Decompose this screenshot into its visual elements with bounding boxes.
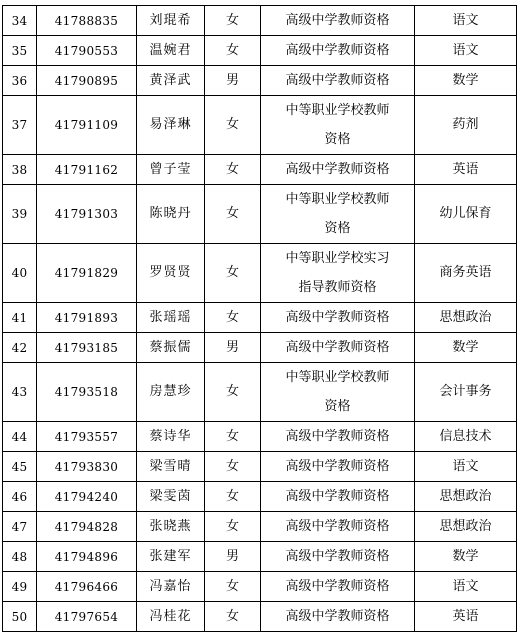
certificate-type-cell	[261, 303, 415, 333]
certificate-id-cell: 41793518	[37, 363, 137, 422]
gender-cell: 女	[205, 303, 261, 333]
certificate-type-line: 高级中学教师资格	[285, 549, 390, 564]
gender-cell: 男	[205, 542, 261, 572]
row-number-cell: 46	[3, 482, 37, 512]
subject-cell: 语文	[415, 452, 517, 482]
certificate-id-cell: 41793185	[37, 333, 137, 363]
row-number-cell: 47	[3, 512, 37, 542]
table-row	[3, 542, 517, 572]
row-number-cell: 38	[3, 155, 37, 185]
gender-cell: 女	[205, 185, 261, 244]
row-number-cell: 44	[3, 422, 37, 452]
certificate-id-cell: 41796466	[37, 572, 137, 602]
subject-cell: 数学	[415, 333, 517, 363]
name-cell: 张建军	[137, 542, 205, 572]
name-cell: 梁雪晴	[137, 452, 205, 482]
subject-cell: 语文	[415, 36, 517, 66]
subject-cell: 思想政治	[415, 512, 517, 542]
certificate-type-cell	[261, 363, 415, 422]
certificate-id-cell: 41788835	[37, 6, 137, 36]
certificate-type-line: 中等职业学校实习	[285, 251, 390, 266]
certificate-type-line: 高级中学教师资格	[285, 609, 390, 624]
row-number-cell: 50	[3, 602, 37, 632]
table-row	[3, 244, 517, 303]
certificate-id-cell: 41794828	[37, 512, 137, 542]
name-cell: 冯嘉怡	[137, 572, 205, 602]
gender-cell: 男	[205, 66, 261, 96]
gender-cell: 女	[205, 6, 261, 36]
table-row	[3, 333, 517, 363]
certificate-type-cell	[261, 244, 415, 303]
name-cell: 曾子莹	[137, 155, 205, 185]
certificate-id-cell: 41791109	[37, 96, 137, 155]
certificate-type-line: 资格	[324, 221, 351, 236]
subject-cell: 商务英语	[415, 244, 517, 303]
subject-cell: 信息技术	[415, 422, 517, 452]
name-cell: 黄泽武	[137, 66, 205, 96]
subject-cell: 思想政治	[415, 482, 517, 512]
certificate-type-line: 高级中学教师资格	[285, 73, 390, 88]
certificate-type-cell	[261, 155, 415, 185]
gender-cell: 女	[205, 482, 261, 512]
gender-cell: 女	[205, 572, 261, 602]
gender-cell: 女	[205, 244, 261, 303]
table-row	[3, 512, 517, 542]
row-number-cell: 35	[3, 36, 37, 66]
table-row	[3, 66, 517, 96]
certificate-id-cell: 41793557	[37, 422, 137, 452]
row-number-cell: 40	[3, 244, 37, 303]
subject-cell: 英语	[415, 602, 517, 632]
certificate-id-cell: 41790553	[37, 36, 137, 66]
name-cell: 冯桂花	[137, 602, 205, 632]
row-number-cell: 48	[3, 542, 37, 572]
name-cell: 房慧珍	[137, 363, 205, 422]
certificate-type-line: 资格	[324, 132, 351, 147]
gender-cell: 女	[205, 155, 261, 185]
certificate-type-cell	[261, 66, 415, 96]
certificate-type-line: 中等职业学校教师	[285, 370, 390, 385]
certificate-type-cell	[261, 512, 415, 542]
certificate-type-line: 高级中学教师资格	[285, 310, 390, 325]
certificate-type-line: 高级中学教师资格	[285, 340, 390, 355]
gender-cell: 女	[205, 602, 261, 632]
certificate-id-cell: 41791303	[37, 185, 137, 244]
certificate-type-line: 高级中学教师资格	[285, 519, 390, 534]
certificate-type-line: 高级中学教师资格	[285, 43, 390, 58]
certificate-type-cell	[261, 36, 415, 66]
table-row	[3, 36, 517, 66]
name-cell: 梁雯茵	[137, 482, 205, 512]
gender-cell: 女	[205, 452, 261, 482]
table-row	[3, 155, 517, 185]
subject-cell: 会计事务	[415, 363, 517, 422]
certificate-type-cell	[261, 452, 415, 482]
table-row	[3, 452, 517, 482]
certificate-type-cell	[261, 542, 415, 572]
certificate-type-cell	[261, 96, 415, 155]
subject-cell: 思想政治	[415, 303, 517, 333]
name-cell: 蔡振儒	[137, 333, 205, 363]
certificate-type-line: 高级中学教师资格	[285, 459, 390, 474]
table-row	[3, 602, 517, 632]
row-number-cell: 34	[3, 6, 37, 36]
name-cell: 蔡诗华	[137, 422, 205, 452]
certificate-id-cell: 41793830	[37, 452, 137, 482]
row-number-cell: 37	[3, 96, 37, 155]
row-number-cell: 36	[3, 66, 37, 96]
name-cell: 陈晓丹	[137, 185, 205, 244]
certificate-type-line: 高级中学教师资格	[285, 489, 390, 504]
gender-cell: 女	[205, 512, 261, 542]
table-row	[3, 572, 517, 602]
certificate-type-line: 高级中学教师资格	[285, 162, 390, 177]
certificate-id-cell: 41791893	[37, 303, 137, 333]
certificate-type-cell	[261, 333, 415, 363]
table-row	[3, 363, 517, 422]
subject-cell: 语文	[415, 572, 517, 602]
subject-cell: 幼儿保育	[415, 185, 517, 244]
row-number-cell: 45	[3, 452, 37, 482]
name-cell: 易泽琳	[137, 96, 205, 155]
certificate-id-cell: 41790895	[37, 66, 137, 96]
certificate-type-cell	[261, 572, 415, 602]
gender-cell: 男	[205, 333, 261, 363]
certificate-type-cell	[261, 185, 415, 244]
gender-cell: 女	[205, 36, 261, 66]
certificate-id-cell: 41794896	[37, 542, 137, 572]
certificate-type-line: 中等职业学校教师	[285, 192, 390, 207]
certificate-id-cell: 41791829	[37, 244, 137, 303]
name-cell: 张瑶瑶	[137, 303, 205, 333]
name-cell: 张晓燕	[137, 512, 205, 542]
subject-cell: 数学	[415, 542, 517, 572]
table-row	[3, 482, 517, 512]
gender-cell: 女	[205, 363, 261, 422]
certificate-type-line: 资格	[324, 399, 351, 414]
name-cell: 刘琨希	[137, 6, 205, 36]
certificate-type-line: 中等职业学校教师	[285, 103, 390, 118]
table-row	[3, 6, 517, 36]
certificate-type-line: 高级中学教师资格	[285, 579, 390, 594]
row-number-cell: 42	[3, 333, 37, 363]
certificate-type-line: 高级中学教师资格	[285, 429, 390, 444]
certificate-type-line: 高级中学教师资格	[285, 13, 390, 28]
table-row	[3, 303, 517, 333]
certificate-type-cell	[261, 482, 415, 512]
certificate-type-cell	[261, 602, 415, 632]
table-row	[3, 185, 517, 244]
row-number-cell: 49	[3, 572, 37, 602]
certificate-type-line: 指导教师资格	[298, 280, 377, 295]
subject-cell: 语文	[415, 6, 517, 36]
certificate-id-cell: 41794240	[37, 482, 137, 512]
subject-cell: 英语	[415, 155, 517, 185]
table-row	[3, 96, 517, 155]
certificate-id-cell: 41791162	[37, 155, 137, 185]
table-row	[3, 422, 517, 452]
gender-cell: 女	[205, 422, 261, 452]
row-number-cell: 39	[3, 185, 37, 244]
subject-cell: 数学	[415, 66, 517, 96]
name-cell: 罗贤贤	[137, 244, 205, 303]
certificate-type-cell	[261, 422, 415, 452]
row-number-cell: 41	[3, 303, 37, 333]
name-cell: 温婉君	[137, 36, 205, 66]
table-body	[3, 6, 517, 632]
certificate-id-cell: 41797654	[37, 602, 137, 632]
row-number-cell: 43	[3, 363, 37, 422]
certificate-type-cell	[261, 6, 415, 36]
subject-cell: 药剂	[415, 96, 517, 155]
gender-cell: 女	[205, 96, 261, 155]
certificate-table	[2, 5, 517, 632]
